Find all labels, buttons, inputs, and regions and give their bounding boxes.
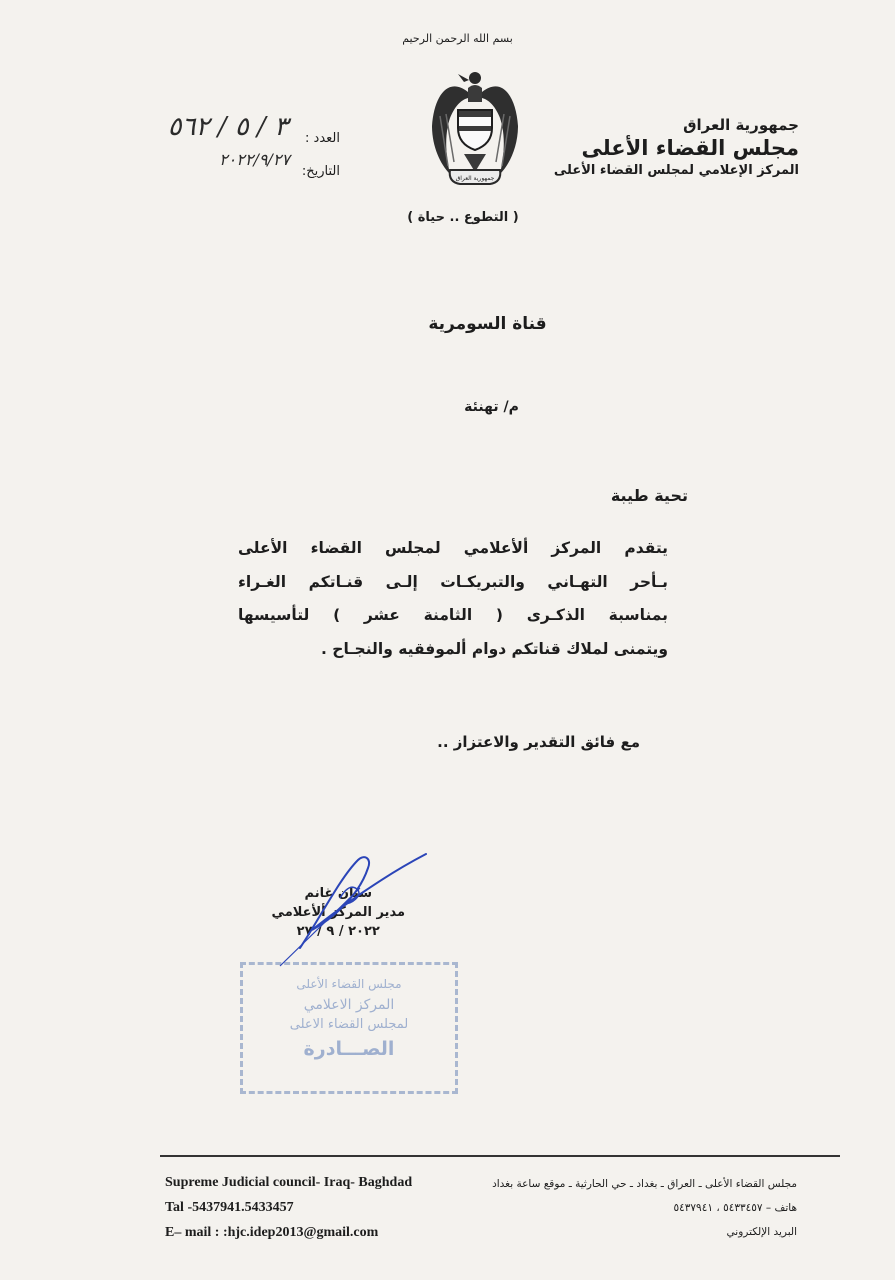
footer-address-ar: مجلس القضاء الأعلى ـ العراق ـ بغداد ـ حي الحارثية ـ موقع ساعة بغداد (492, 1178, 797, 1190)
recipient: قناة السومرية (428, 314, 547, 334)
footer-divider (160, 1155, 840, 1157)
footer-arabic (492, 1172, 797, 1244)
subject: م/ تهنئة (464, 399, 519, 415)
footer-email-ar: البريد الإلكتروني (726, 1226, 797, 1238)
footer-english (165, 1170, 412, 1245)
stamp-line: المركز الاعلامي (303, 997, 395, 1013)
stamp-line: مجلس القضاء الأعلى (296, 977, 402, 991)
council-name: مجلس القضاء الأعلى (581, 136, 799, 160)
iraq-emblem-eagle-icon (428, 66, 522, 196)
handwritten-signature (240, 838, 440, 978)
basmala: بسم الله الرحمن الرحيم (402, 32, 513, 45)
emblem-caption: جمهورية العراق (455, 175, 495, 182)
slogan: ( التطوع .. حياة ) (407, 210, 519, 225)
organization-header (554, 116, 799, 178)
greeting: تحية طيبة (610, 486, 688, 505)
letter-body (238, 532, 668, 666)
body-line: يتقدم المركز ألأعلامي لمجلس القضاء الأعلى (238, 539, 668, 557)
country-name: جمهورية العراق (683, 116, 799, 134)
office-stamp (240, 962, 458, 1094)
media-center-name: المركز الإعلامي لمجلس القضاء الأعلى (553, 163, 799, 178)
signatory-name: سنان غانم (304, 886, 372, 901)
footer-address-en: Supreme Judicial council- Iraq- Baghdad (165, 1175, 413, 1190)
ref-date-label: التاريخ: (301, 164, 340, 179)
signatory-title: مدير المركز ألأعلامي (271, 905, 405, 920)
body-line: بـأحر التهـاني والتبريكـات إلـى قنـاتكم الغـراء (238, 572, 668, 591)
stamp-line: لمجلس القضاء الاعلى (289, 1017, 409, 1032)
signature-date: ٢٠٢٢ / ٩ / ٢٧ (296, 924, 380, 939)
footer-phone-en: Tal -5437941.5433457 (165, 1200, 294, 1215)
body-line: ويتمنى لملاك قناتكم دوام ألموفقيه والنجـاح . (320, 639, 668, 658)
footer-email-en: E– mail : :hjc.idep2013@gmail.com (165, 1225, 379, 1240)
closing: مع فائق التقدير والاعتزاز .. (437, 733, 640, 751)
stamp-line: الصـــادرة (303, 1038, 395, 1060)
ref-number-label: العدد : (305, 131, 340, 146)
footer-phone-ar: هاتف – ٥٤٣٣٤٥٧ ، ٥٤٣٧٩٤١ (673, 1202, 797, 1214)
ref-number-value: ٣ / ٥ / ٥٦٢ (167, 112, 288, 142)
body-line: بمناسبة الذكـرى ( الثامنة عشر ) لتأسيسها (238, 606, 668, 624)
ref-date-value: ٢٠٢٢/٩/٢٧ (219, 150, 290, 169)
